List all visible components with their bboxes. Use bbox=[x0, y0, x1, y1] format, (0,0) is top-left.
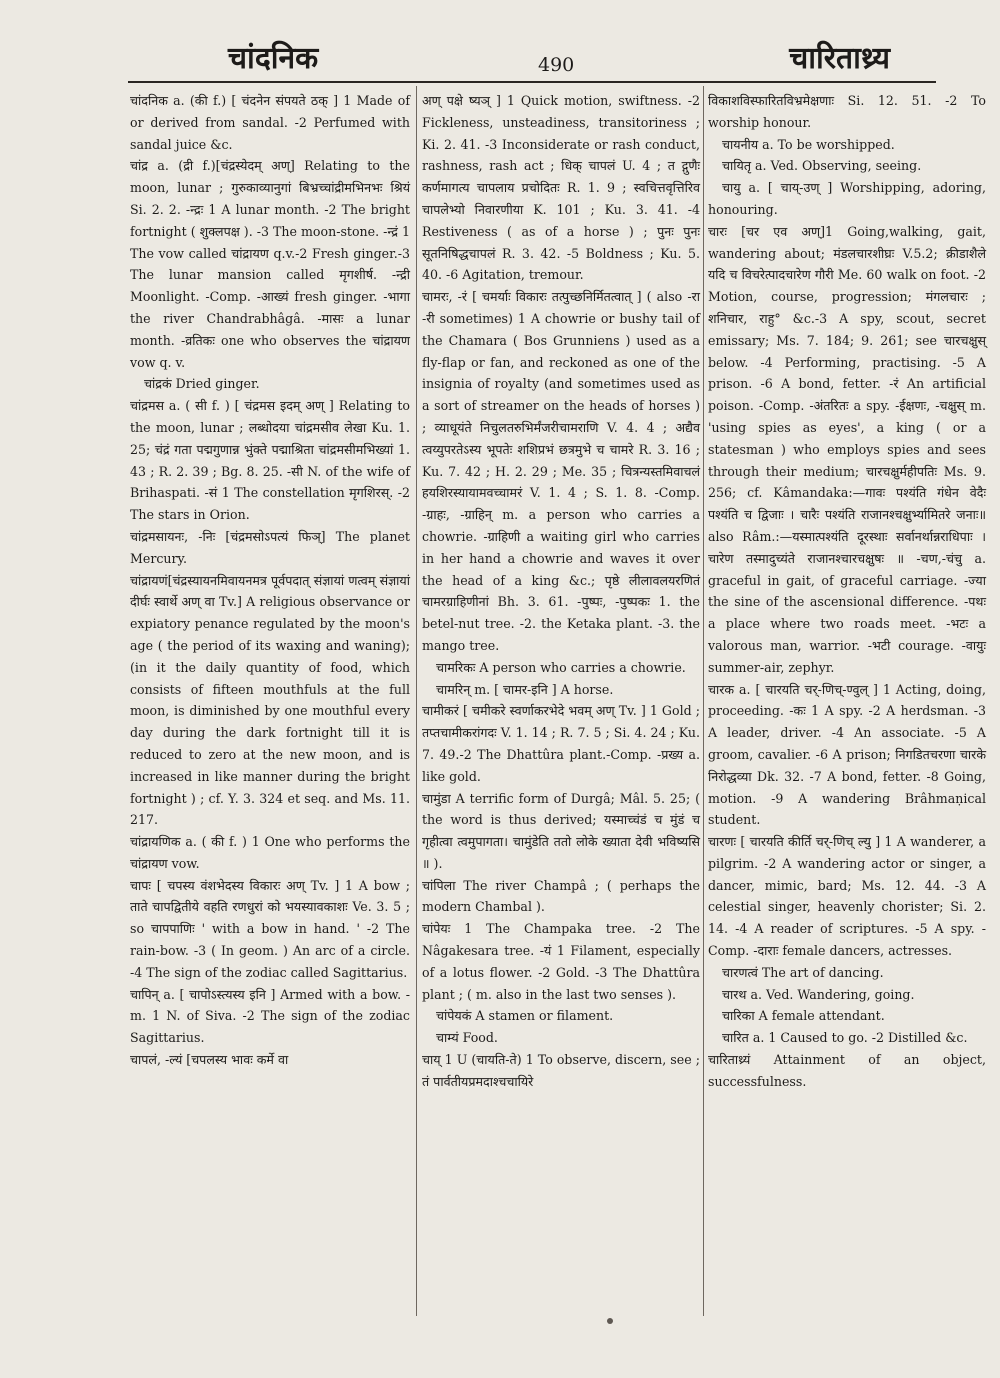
left-guide-word: चांदनिक bbox=[228, 41, 319, 76]
column-divider bbox=[703, 86, 704, 1316]
entry-chandrayanika: चांद्रायणिक a. ( की f. ) 1 One who performs the चांद्रायण vow. bbox=[130, 834, 410, 871]
entry-chamarika: चामरिकः A person who carries a chowrie. bbox=[436, 659, 686, 675]
entry-chamya: चाम्यं Food. bbox=[436, 1030, 498, 1046]
entry-chapala: चापलं, -ल्यं [चपलस्य भावः कर्मे वा bbox=[130, 1052, 289, 1068]
entry-charatha: चारथ a. Ved. Wandering, going. bbox=[722, 986, 915, 1002]
entry-chamarin: चामरिन् m. [ चामर-इनि ] A horse. bbox=[436, 681, 614, 697]
print-mark bbox=[607, 1318, 613, 1324]
right-guide-word: चारिताथ्र्य bbox=[789, 41, 890, 76]
entry-chamikara: चामीकरं [ चमीकरे स्वर्णाकरभेदे भवम् अण् Tv. ] 1 Gold ; तप्तचामीकरांगदः V. 1. 14 ; R. 7. 5 ; Si. 4. 24 ; Ku. 7. 49.-2 The Dhattûra plant.-Comp. -प्रख्य a. like gold. bbox=[422, 703, 700, 784]
column-left bbox=[130, 90, 410, 1071]
entry-champeyaka: चांपेयकं A stamen or filament. bbox=[436, 1008, 614, 1024]
entry-chamunda: चामुंडा A terrific form of Durgâ; Mâl. 5. 25; ( the word is thus derived; यस्माच्चंडं च मुंडं च गृहीत्वा त्वमुपागता। चामुंडेति ततो लोके ख्याता देवी भविष्यसि ॥ ). bbox=[422, 790, 700, 871]
entry-chayu: चायु a. [ चाय्-उण् ] Worshipping, adoring, honouring. bbox=[708, 180, 986, 217]
entry-chay: चाय् 1 U (चायति-ते) 1 To observe, discern, see ; तं पार्वतीयप्रमदाश्चचायिरे bbox=[422, 1052, 700, 1089]
entry-chayaniya: चायनीय a. To be worshipped. bbox=[722, 136, 895, 152]
entry-chapala-continued: अण् पक्षे ष्यञ् ] 1 Quick motion, swiftness. -2 Fickleness, unsteadiness, transitoriness ; Ki. 2. 41. -3 Inconsiderate or rash conduct, rashness, rash act ; धिक् चापलं U. 4 ; त द्गुणैः कर्णमागत्य चापलाय प्रचोदितः R. 1. 9 ; स्वचित्तवृत्तिरिव चापलेभ्यो निवारणीया K. 101 ; Ku. 3. 41. -4 Restiveness ( as of a horse ) ; पुनः पुनः सूतनिषिद्धचापलं R. 3. 42. -5 Boldness ; Ku. 5. 40. -6 Agitation, tremour. bbox=[422, 93, 700, 283]
entry-chandrayana: चांद्रायणं[चंद्रस्यायनमिवायनमत्र पूर्वपदात् संज्ञायां णत्वम् संज्ञायां दीर्घः स्वार्थे अण् वा Tv.] A religious observance or expiatory penance regulated by the moon's age ( the period of its waxing and waning); (in it the daily quantity of food, which consists of fifteen mouthfuls at the full moon, is diminished by one mouthful every day during the dark fortnight till it is reduced to zero at the new moon, and is increased in like manner during the bright fortnight ) ; cf. Y. 3. 324 et seq. and Ms. 11. 217. bbox=[130, 572, 410, 828]
entry-charana: चारणः [ चारयति कीर्ति चर्-णिच् ल्यु ] 1 A wanderer, a pilgrim. -2 A wandering actor or singer, a dancer, mimic, bard; Ms. 12. 44. -3 A celestial singer, heavenly chorister; Si. 2. 14. -4 A reader of scriptures. -5 A spy. -Comp. -दाराः female dancers, actresses. bbox=[708, 834, 986, 959]
entry-chandanika: चांदनिक a. (की f.) [ चंदनेन संपयते ठक् ] 1 Made of or derived from sandal. -2 Perfumed with sandal juice &c. bbox=[130, 93, 410, 152]
entry-champila: चांपिला The river Champâ ; ( perhaps the modern Chambal ). bbox=[422, 877, 700, 915]
entry-chara: चारः [चर एव अण्]1 Going,walking, gait, wandering about; मंडलचारशीघ्रः V.5.2; क्रीडाशैले यदि च विचरेत्पादचारेण गौरी Me. 60 walk on foot. -2 Motion, course, progression; मंगलचारः ; शनिचार, राहु° &c.-3 A spy, scout, secret emissary; Ms. 7. 184; 9. 261; see चारचक्षुस् below. -4 Performing, practising. -5 A prison. -6 A bond, fetter. -रं An artificial poison. -Comp. -अंतरितः a spy. -ईक्षणः, -चक्षुस् m. 'using spies as eyes', a king ( or a statesman ) who employs spies and sees through their medium; चारचक्षुर्महीपतिः Ms. 9. 256; cf. Kâmandaka:—गावः पश्यंति गंधेन वेदैः पश्यंति च द्विजाः । चारैः पश्यंति राजानश्चक्षुर्भ्यामितरे जनाः॥ also Râm.:—यस्मात्पश्यंति दूरस्थाः सर्वानर्थान्नराधिपाः । चारेण तस्मादुच्यंते राजानश्चारचक्षुषः ॥ -चण,-चंचु a. graceful in gait, of graceful carriage. -ज्या the sine of the ascensional difference. -पथः a place where two roads meet. -भटः a valorous man, warrior. -भटी courage. -वायुः summer-air, zephyr. bbox=[708, 223, 986, 675]
entry-chay-continued: विकाशविस्फारितविभ्रमेक्षणाः Si. 12. 51. -2 To worship honour. bbox=[708, 93, 986, 130]
entry-charanatva: चारणत्वं The art of dancing. bbox=[722, 964, 884, 980]
entry-chandrakam: चांद्रकं Dried ginger. bbox=[144, 376, 260, 392]
entry-chandramasayana: चांद्रमसायनः, -निः [चंद्रमसोऽपत्यं फिञ्] The planet Mercury. bbox=[130, 528, 410, 566]
entry-charika: चारिका A female attendant. bbox=[722, 1008, 885, 1024]
entry-chapin: चापिन् a. [ चापोऽस्त्यस्य इनि ] Armed with a bow. -m. 1 N. of Siva. -2 The sign of the zodiac Sagittarius. bbox=[130, 986, 410, 1046]
entry-charitarthya: चारिताथ्र्यं Attainment of an object, successfulness. bbox=[708, 1052, 986, 1089]
entry-chandramasa: चांद्रमस a. ( सी f. ) [ चंद्रमस इदम् अण् ] Relating to the moon, lunar ; लब्धोदया चांद्रमसीव लेखा Ku. 1. 25; चंद्रं गता पद्मगुणान्न भुंक्ते पद्माश्रिता चांद्रमसीमभिख्यां 1. 43 ; R. 2. 39 ; Bg. 8. 25. -सी N. of the wife of Brihaspati. -सं 1 The constellation मृगशिरस्. -2 The stars in Orion. bbox=[130, 398, 410, 523]
entry-champeya: चांपेयः 1 The Champaka tree. -2 The Nâgakesara tree. -यं 1 Filament, especially of a lotus flower. -2 Gold. -3 The Dhattûra plant ; ( m. also in the last two senses ). bbox=[422, 921, 700, 1002]
entry-chapa: चापः [ चपस्य वंशभेदस्य विकारः अण् Tv. ] 1 A bow ; ताते चापद्वितीये वहति रणधुरां को भयस्यावकाशः Ve. 3. 5 ; so चापपाणिः ' with a bow in hand. ' -2 The rain-bow. -3 ( In geom. ) An arc of a circle. -4 The sign of the zodiac called Sagittarius. bbox=[130, 877, 410, 980]
header-rule bbox=[128, 81, 936, 83]
entry-chamara: चामरः, -रं [ चमर्याः विकारः तत्पुच्छनिर्मितत्वात् ] ( also -रा -री sometimes) 1 A chowrie or bushy tail of the Chamara ( Bos Grunniens ) used as a fly-flap or fan, and reckoned as one of the insignia of royalty (and sometimes used as a sort of streamer on the heads of horses ) ; व्याधूयंते निचुलतरुभिर्मंजरीचामराणि V. 4. 4 ; अद्यैव त्वय्युपरतेऽस्य भूपतेः शशिप्रभं छत्रमुभे च चामरे R. 3. 16 ; Ku. 7. 42 ; H. 2. 29 ; Me. 35 ; चित्रन्यस्तमिवाचलं हयशिरस्यायामवच्चामरं V. 1. 4 ; S. 1. 8. -Comp. -ग्राहः, -ग्राहिन् m. a person who carries a chowrie. -ग्राहिणी a waiting girl who carries in her hand a chowrie and waves it over the head of a king &c.; पृष्ठे लीलावलयरणितं चामरग्राहिणीनां Bh. 3. 61. -पुष्पः, -पुष्पकः 1. the betel-nut tree. -2. the Ketaka plant. -3. the mango tree. bbox=[422, 289, 700, 653]
entry-charaka: चारक a. [ चारयति चर्-णिच्-ण्वुल् ] 1 Acting, doing, proceeding. -कः 1 A spy. -2 A herdsman. -3 A leader, driver. -4 An associate. -5 A groom, cavalier. -6 A prison; निगडितचरणा चारके निरोद्धव्या Dk. 32. -7 A bond, fetter. -8 Going, motion. -9 A wandering Brâhmaṇical student. bbox=[708, 681, 986, 828]
column-right bbox=[708, 90, 986, 1093]
page-number: 490 bbox=[538, 54, 575, 76]
entry-chandra: चांद्र a. (द्री f.)[चंद्रस्येदम् अण्] Relating to the moon, lunar ; गुरुकाव्यानुगां बिभ्रच्चांद्रीमभिनभः श्रियं Si. 2. 2. -न्द्रः 1 A lunar month. -2 The bright fortnight ( शुक्लपक्ष ). -3 The moon-stone. -न्द्रं 1 The vow called चांद्रायण q.v.-2 Fresh ginger.-3 The lunar mansion called मृगशीर्ष. -न्द्री Moonlight. -Comp. -आख्यं fresh ginger. -भागा the river Chandrabhâgâ. -मासः a lunar month. -व्रतिकः one who observes the चांद्रायण vow q. v. bbox=[130, 158, 410, 370]
entry-chayitri: चायितृ a. Ved. Observing, seeing. bbox=[722, 158, 922, 174]
column-middle bbox=[422, 90, 700, 1093]
entry-charita: चारित a. 1 Caused to go. -2 Distilled &c. bbox=[722, 1030, 968, 1046]
column-divider bbox=[416, 86, 417, 1316]
